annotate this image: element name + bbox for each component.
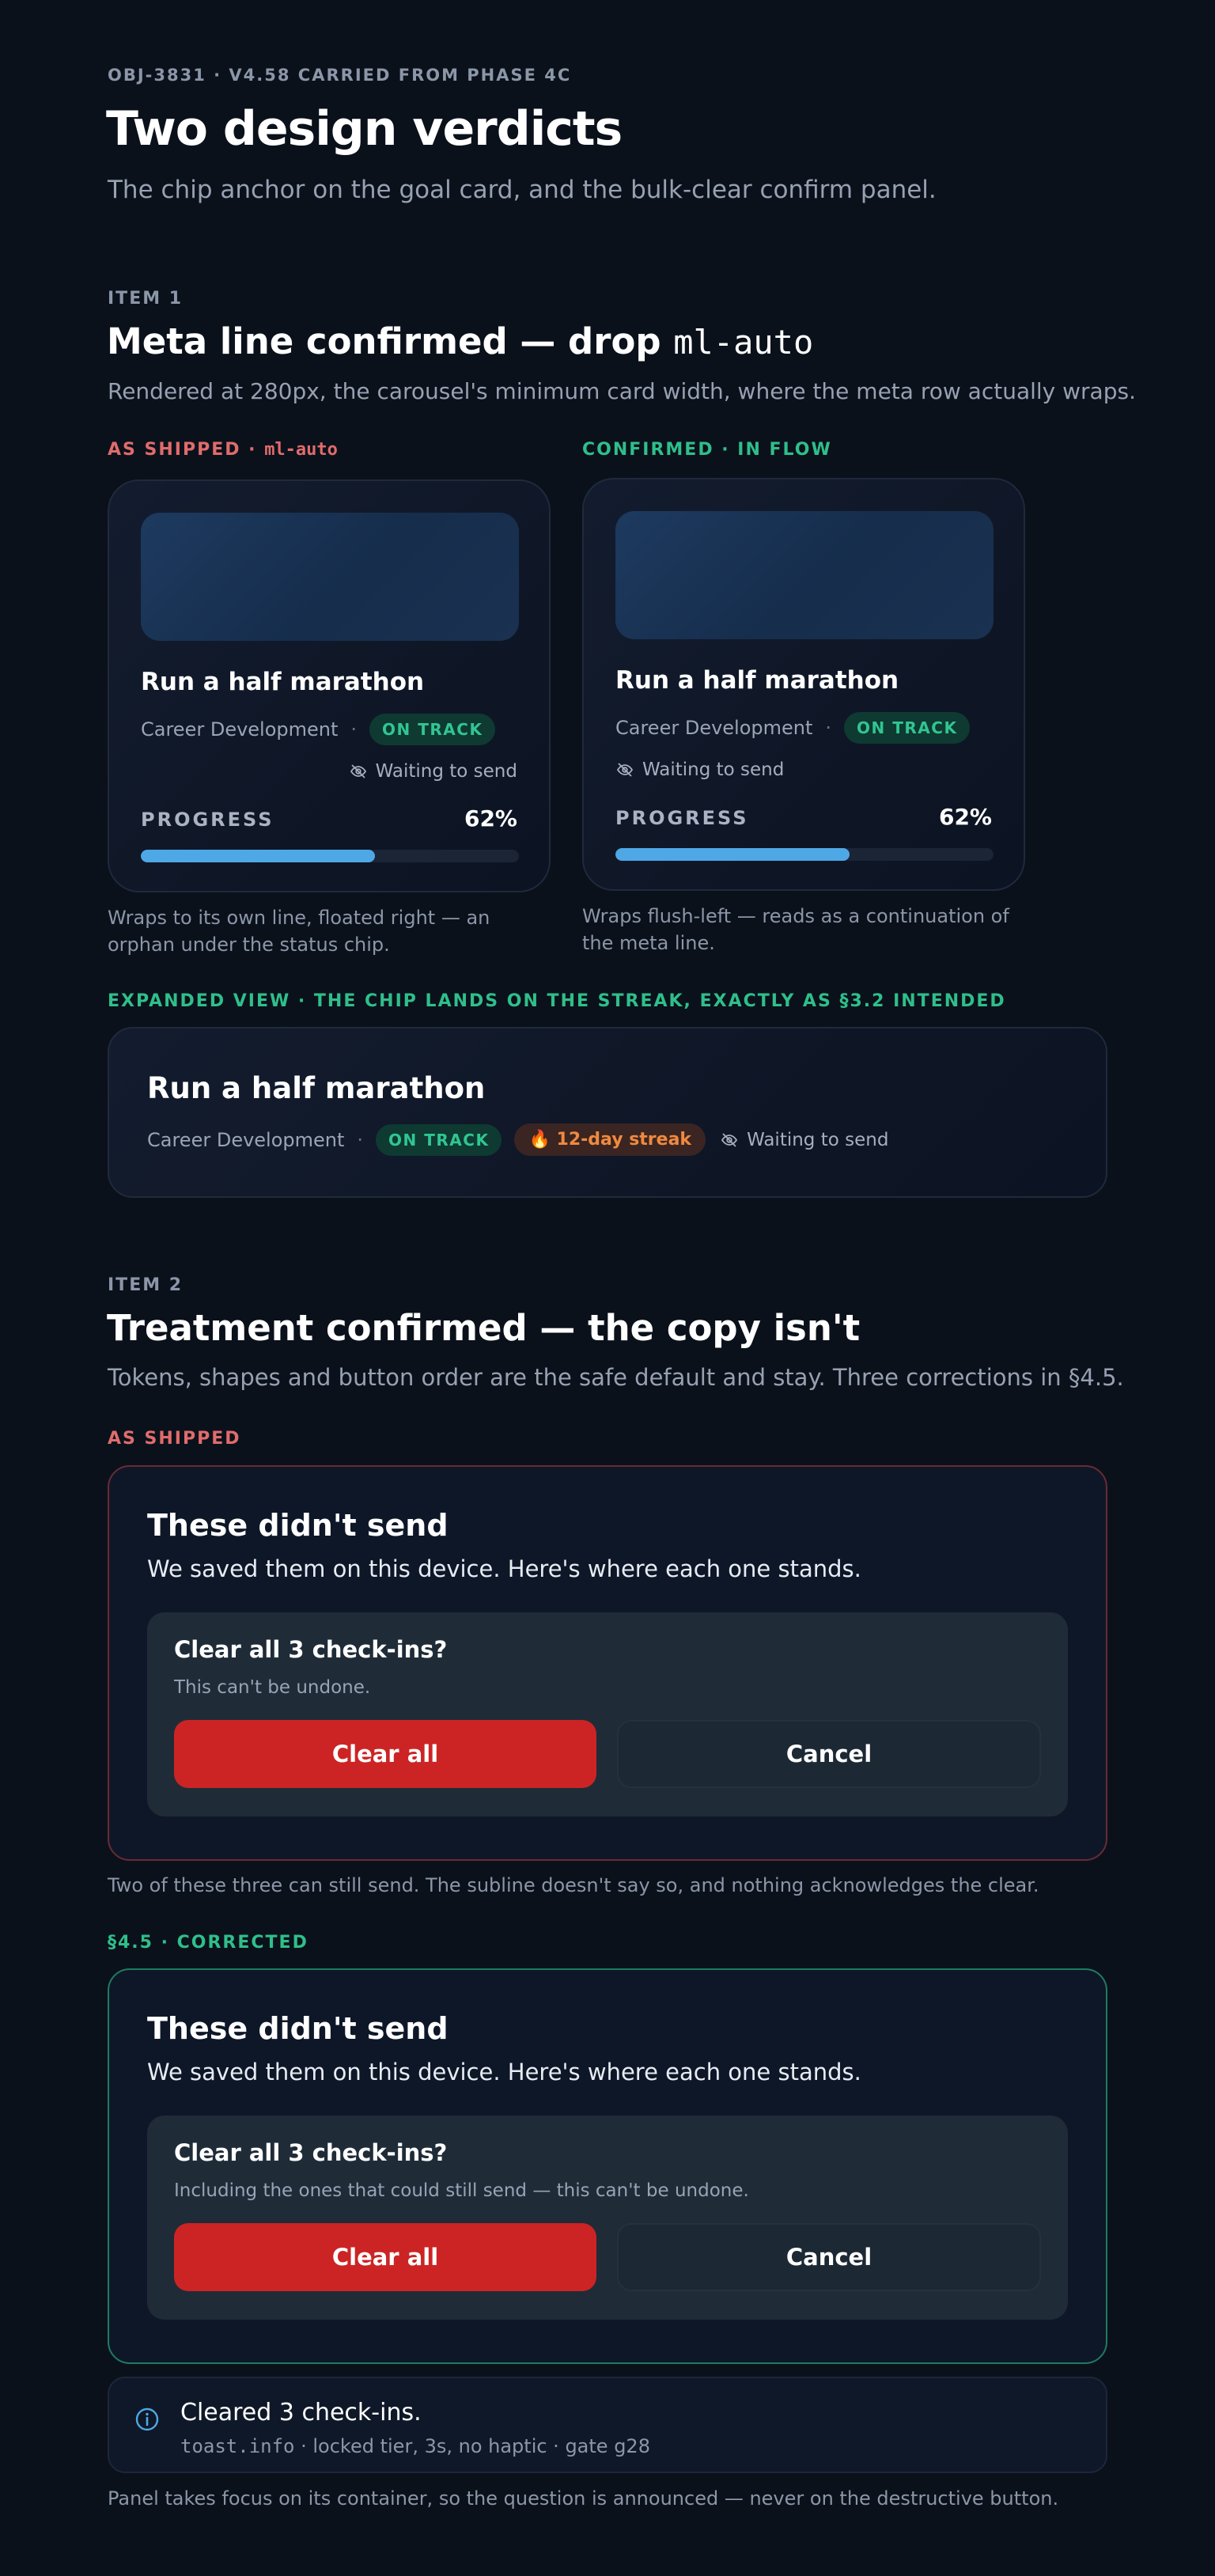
status-badge: ON TRACK xyxy=(844,712,970,744)
waiting-indicator xyxy=(615,760,784,780)
eye-off-icon xyxy=(349,762,368,781)
confirm-panel-corrected[interactable] xyxy=(108,1968,1107,2364)
waiting-text: Waiting to send xyxy=(642,760,785,780)
progress-label: PROGRESS xyxy=(615,807,749,829)
corrected-label: §4.5 · CORRECTED xyxy=(108,1933,308,1953)
waiting-text: Waiting to send xyxy=(747,1129,889,1150)
item2-description: Tokens, shapes and button order are the safe default and stay. Three corrections in §4.5. xyxy=(108,1364,1124,1391)
item1-description: Rendered at 280px, the carousel's minimum card width, where the meta row actually wraps. xyxy=(108,378,1136,404)
info-icon xyxy=(134,2407,160,2432)
card-meta-row xyxy=(615,712,970,744)
shipped-label-code: ml-auto xyxy=(264,440,338,460)
progress-bar xyxy=(615,848,994,861)
status-badge: ON TRACK xyxy=(369,714,495,745)
eye-off-icon xyxy=(720,1131,739,1150)
clear-all-button[interactable]: Clear all xyxy=(174,2223,596,2291)
toast-detail xyxy=(180,2435,650,2457)
panel-title: These didn't send xyxy=(147,2011,449,2046)
toast xyxy=(108,2377,1107,2473)
page-title: Two design verdicts xyxy=(106,101,623,157)
item1-title xyxy=(107,320,813,362)
progress-bar-fill xyxy=(141,850,375,862)
progress-value: 62% xyxy=(464,805,517,832)
flame-icon: 🔥 xyxy=(528,1130,551,1150)
item2-eyebrow: ITEM 2 xyxy=(108,1275,184,1295)
progress-bar xyxy=(141,850,519,862)
waiting-text: Waiting to send xyxy=(375,761,517,782)
expanded-view-label: EXPANDED VIEW · THE CHIP LANDS ON THE STREAK, EXACTLY AS §3.2 INTENDED xyxy=(108,991,1006,1011)
streak-badge xyxy=(514,1123,706,1156)
final-caption: Panel takes focus on its container, so the question is announced — never on the destructive button. xyxy=(108,2487,1059,2510)
toast-message: Cleared 3 check-ins. xyxy=(180,2399,422,2426)
card-category: Career Development xyxy=(141,718,339,741)
meta-separator: · xyxy=(350,718,358,741)
toast-detail-text: · locked tier, 3s, no haptic · gate g28 xyxy=(294,2435,650,2457)
confirm-question: Clear all 3 check-ins? xyxy=(174,1636,448,1663)
panel-subtitle: We saved them on this device. Here's where each one stands. xyxy=(147,2059,861,2085)
confirm-subline: Including the ones that could still send — this can't be undone. xyxy=(174,2180,749,2201)
expanded-meta-row xyxy=(147,1123,888,1156)
eye-off-icon xyxy=(615,760,634,779)
card-thumbnail xyxy=(615,511,994,639)
progress-label: PROGRESS xyxy=(141,809,274,831)
shipped-label-text: AS SHIPPED · xyxy=(108,440,265,460)
goal-card-expanded[interactable] xyxy=(108,1027,1107,1198)
card-category: Career Development xyxy=(615,717,813,739)
card-title: Run a half marathon xyxy=(615,666,899,695)
goal-card-confirmed[interactable] xyxy=(582,478,1025,891)
item2-shipped-caption: Two of these three can still send. The subline doesn't say so, and nothing acknowledges the clear. xyxy=(108,1874,1039,1896)
page-subtitle: The chip anchor on the goal card, and the bulk-clear confirm panel. xyxy=(108,176,937,204)
item2-shipped-label: AS SHIPPED xyxy=(108,1429,241,1449)
confirm-question: Clear all 3 check-ins? xyxy=(174,2139,448,2166)
waiting-indicator xyxy=(349,761,517,782)
streak-text: 12-day streak xyxy=(556,1130,692,1150)
header-eyebrow: OBJ-3831 · V4.58 CARRIED FROM PHASE 4C xyxy=(108,66,572,85)
confirm-box xyxy=(147,1612,1068,1816)
progress-value: 62% xyxy=(938,804,992,830)
waiting-indicator xyxy=(720,1130,888,1150)
confirmed-label: CONFIRMED · IN FLOW xyxy=(582,440,832,460)
confirmed-caption: Wraps flush-left — reads as a continuation of the meta line. xyxy=(582,905,1009,954)
confirm-subline: This can't be undone. xyxy=(174,1677,371,1698)
clear-all-button[interactable]: Clear all xyxy=(174,1720,596,1788)
meta-separator: · xyxy=(357,1128,364,1151)
meta-separator: · xyxy=(825,717,832,739)
item2-title: Treatment confirmed — the copy isn't xyxy=(107,1307,861,1349)
confirm-panel-shipped[interactable] xyxy=(108,1465,1107,1861)
shipped-caption: Wraps to its own line, floated right — an orphan under the status chip. xyxy=(108,907,490,956)
goal-card-shipped[interactable] xyxy=(108,479,551,892)
status-badge: ON TRACK xyxy=(376,1124,502,1156)
card-meta-row xyxy=(141,714,495,745)
toast-token: toast.info xyxy=(180,2435,295,2457)
panel-subtitle: We saved them on this device. Here's where each one stands. xyxy=(147,1555,861,1582)
expanded-title: Run a half marathon xyxy=(147,1071,486,1105)
shipped-label xyxy=(108,440,338,460)
expanded-category: Career Development xyxy=(147,1128,345,1151)
card-thumbnail xyxy=(141,513,519,641)
cancel-button[interactable]: Cancel xyxy=(617,1720,1041,1788)
progress-bar-fill xyxy=(615,848,850,861)
item1-title-text: Meta line confirmed — drop xyxy=(107,320,674,362)
item1-title-code: ml-auto xyxy=(673,323,814,362)
cancel-button[interactable]: Cancel xyxy=(617,2223,1041,2291)
panel-title: These didn't send xyxy=(147,1508,449,1543)
card-title: Run a half marathon xyxy=(141,668,425,696)
confirm-box xyxy=(147,2116,1068,2320)
item1-eyebrow: ITEM 1 xyxy=(108,289,184,309)
